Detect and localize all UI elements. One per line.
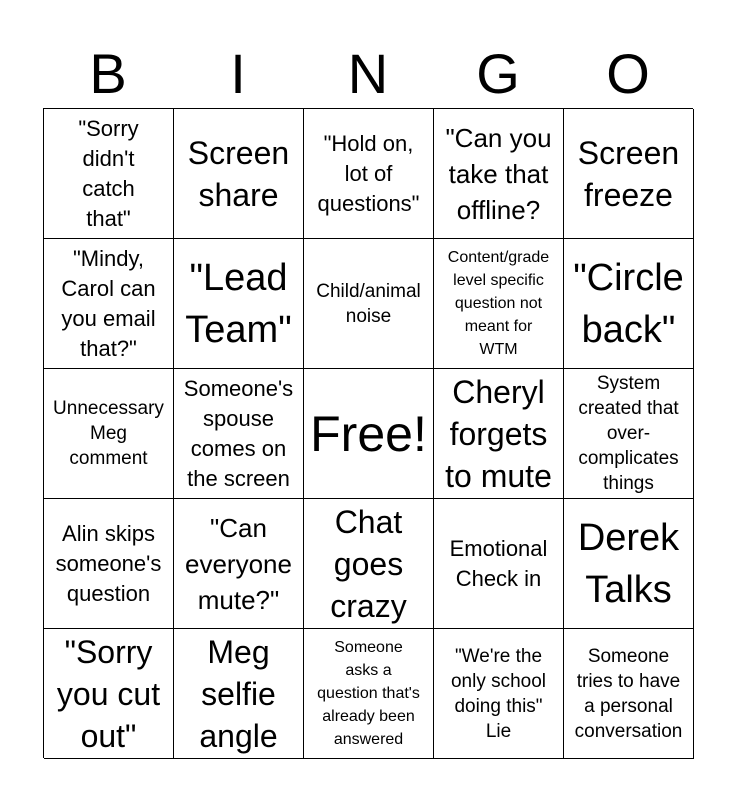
cell-text: Content/grade level specific question not meant for WTM: [447, 249, 550, 358]
cell-text: "Lead Team": [185, 256, 292, 351]
bingo-cell-r1c5[interactable]: [564, 109, 694, 239]
bingo-cell-r2c1[interactable]: [44, 239, 174, 369]
cell-text: "Mindy, Carol can you email that?": [61, 245, 156, 361]
bingo-cell-r1c4[interactable]: [434, 109, 564, 239]
bingo-cell-r5c1[interactable]: [44, 629, 174, 759]
cell-text: Chat goes crazy: [330, 503, 407, 624]
free-space-text: Free!: [310, 405, 427, 462]
cell-text: Derek Talks: [577, 516, 680, 611]
cell-text: Emotional Check in: [449, 535, 548, 591]
cell-text: Someone's spouse comes on the screen: [183, 375, 294, 491]
header-letter-i: I: [230, 42, 246, 105]
bingo-cell-r2c4[interactable]: [434, 239, 564, 369]
bingo-cell-r3c5[interactable]: [564, 369, 694, 499]
cell-text: Meg selfie angle: [199, 633, 278, 754]
bingo-board: [43, 108, 693, 758]
bingo-cell-r5c2[interactable]: [174, 629, 304, 759]
cell-text: Screen freeze: [577, 134, 680, 213]
header-letter-g: G: [476, 42, 520, 105]
cell-text: Alin skips someone's question: [55, 520, 162, 606]
bingo-cell-r3c2[interactable]: [174, 369, 304, 499]
bingo-cell-r1c2[interactable]: [174, 109, 304, 239]
bingo-cell-r4c5[interactable]: [564, 499, 694, 629]
cell-text: Someone asks a question that's already been answered: [317, 639, 420, 748]
cell-text: System created that over- complicates things: [578, 373, 679, 494]
header-letter-b: B: [89, 42, 127, 105]
bingo-cell-r4c2[interactable]: [174, 499, 304, 629]
bingo-cell-r5c4[interactable]: [434, 629, 564, 759]
header-letter-n: N: [347, 42, 389, 105]
bingo-cell-r4c3[interactable]: [304, 499, 434, 629]
header-letter-o: O: [606, 42, 650, 105]
bingo-cell-r3c4[interactable]: [434, 369, 564, 499]
cell-text: "Can you take that offline?: [445, 122, 552, 225]
bingo-cell-r4c4[interactable]: [434, 499, 564, 629]
bingo-cell-r1c1[interactable]: [44, 109, 174, 239]
bingo-cell-r5c5[interactable]: [564, 629, 694, 759]
cell-text: "Can everyone mute?": [185, 512, 292, 615]
cell-text: "Circle back": [573, 256, 684, 351]
cell-text: "Hold on, lot of questions": [317, 130, 420, 216]
cell-text: "Sorry didn't catch that": [78, 115, 139, 231]
bingo-cell-r2c2[interactable]: [174, 239, 304, 369]
bingo-header: [43, 40, 693, 108]
bingo-cell-r4c1[interactable]: [44, 499, 174, 629]
cell-text: Someone tries to have a personal conversation: [574, 645, 683, 742]
bingo-cell-r3c1[interactable]: [44, 369, 174, 499]
cell-text: Screen share: [187, 134, 290, 213]
bingo-cell-r1c3[interactable]: [304, 109, 434, 239]
cell-text: Child/animal noise: [316, 280, 421, 327]
cell-text: Unnecessary Meg comment: [53, 398, 164, 469]
cell-text: Cheryl forgets to mute: [445, 373, 552, 494]
bingo-cell-r5c3[interactable]: [304, 629, 434, 759]
cell-text: "Sorry you cut out": [56, 633, 161, 754]
cell-text: "We're the only school doing this" Lie: [450, 645, 547, 742]
bingo-cell-r2c3[interactable]: [304, 239, 434, 369]
bingo-cell-r2c5[interactable]: [564, 239, 694, 369]
bingo-cell-free[interactable]: [304, 369, 434, 499]
